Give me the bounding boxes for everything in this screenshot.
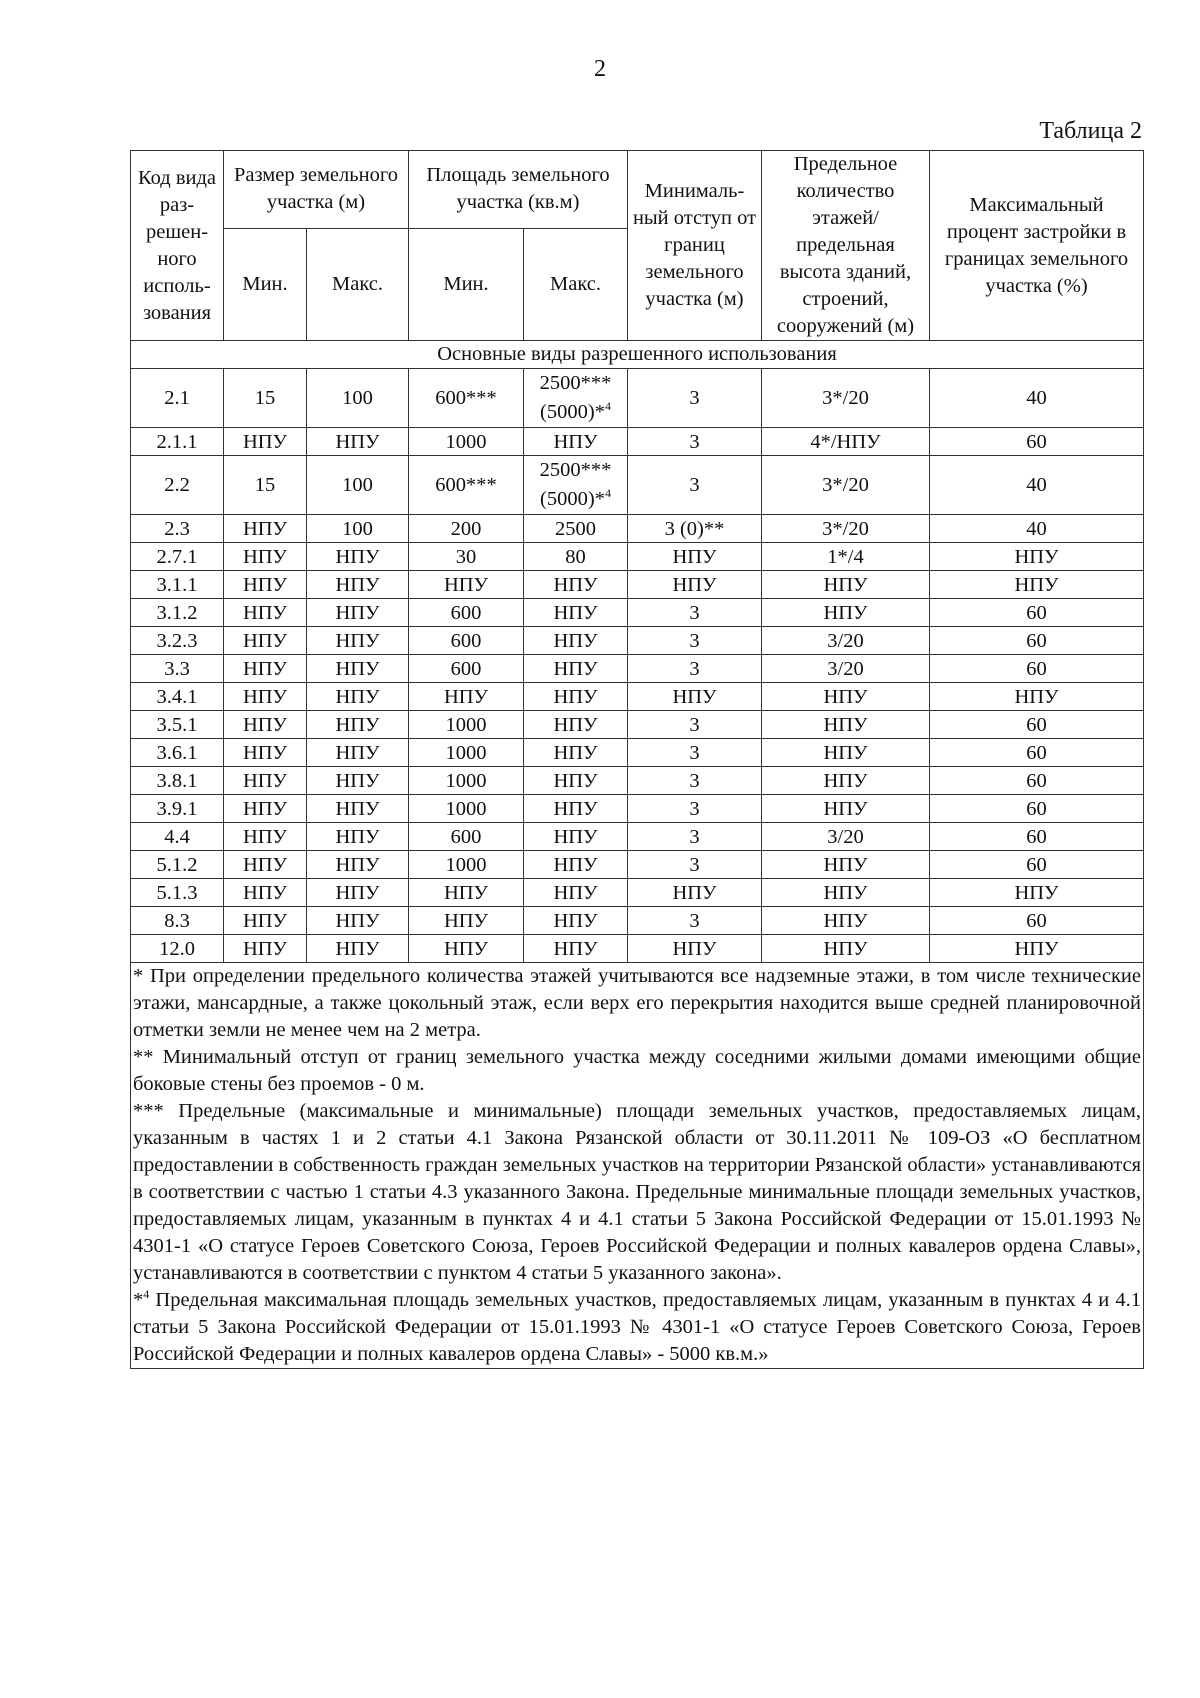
cell-area-min: НПУ bbox=[409, 935, 524, 963]
cell-size-min: НПУ bbox=[224, 627, 307, 655]
cell-indent: НПУ bbox=[628, 935, 762, 963]
header-size-max: Макс. bbox=[307, 228, 409, 340]
cell-code: 8.3 bbox=[131, 907, 224, 935]
cell-size-max: НПУ bbox=[307, 599, 409, 627]
cell-indent: 3 bbox=[628, 711, 762, 739]
cell-area-min: НПУ bbox=[409, 683, 524, 711]
footnote-3: *** Предельные (максимальные и минимальные) площади земельных участков, предоставляемых лицам, указанным в частях 1 и 2 статьи 4.1 Закона Рязанской области от 30.11.2011 № 109-ОЗ «О бесплатном предоставлении в собственность граждан земельных участков на территории Рязанской области» устанавливаются в соответствии с частью 1 статьи 4.3 указанного Закона. Предельные минимальные площади земельных участков, предоставляемых лицам, указанным в пунктах 4 и 4.1 статьи 5 Закона Российской Федерации от 15.01.1993 № 4301-1 «О статусе Героев Советского Союза, Героев Российской Федерации и полных кавалеров ордена Славы», устанавливаются в соответствии с пунктом 4 статьи 5 указанного закона». bbox=[133, 1100, 1141, 1284]
cell-indent: 3 bbox=[628, 369, 762, 428]
cell-size-max: НПУ bbox=[307, 935, 409, 963]
cell-floors: 3*/20 bbox=[762, 369, 930, 428]
cell-size-max: 100 bbox=[307, 515, 409, 543]
cell-size-min: НПУ bbox=[224, 907, 307, 935]
cell-area-max: НПУ bbox=[524, 739, 628, 767]
cell-area-max: НПУ bbox=[524, 627, 628, 655]
cell-size-min: НПУ bbox=[224, 711, 307, 739]
cell-area-max: НПУ bbox=[524, 428, 628, 456]
table-row bbox=[131, 683, 1144, 711]
cell-size-min: НПУ bbox=[224, 571, 307, 599]
cell-code: 2.7.1 bbox=[131, 543, 224, 571]
cell-area-max: НПУ bbox=[524, 711, 628, 739]
cell-size-min: НПУ bbox=[224, 795, 307, 823]
table-row bbox=[131, 711, 1144, 739]
cell-size-min: НПУ bbox=[224, 879, 307, 907]
cell-floors: 3/20 bbox=[762, 627, 930, 655]
cell-area-min: 600 bbox=[409, 655, 524, 683]
cell-indent: НПУ bbox=[628, 683, 762, 711]
cell-percent: 60 bbox=[930, 428, 1144, 456]
table-row bbox=[131, 851, 1144, 879]
footnote-4-sup: 4 bbox=[143, 1287, 150, 1301]
cell-area-max-line2 bbox=[526, 398, 625, 427]
cell-floors: НПУ bbox=[762, 571, 930, 599]
header-area-max: Макс. bbox=[524, 228, 628, 340]
cell-indent: 3 bbox=[628, 739, 762, 767]
cell-percent: 40 bbox=[930, 515, 1144, 543]
cell-area-max-value: (5000)* bbox=[540, 488, 605, 510]
header-code: Код вида раз-решен-ного исполь-зования bbox=[131, 151, 224, 341]
cell-area-max: НПУ bbox=[524, 683, 628, 711]
page-number: 2 bbox=[594, 56, 606, 82]
footnote-4 bbox=[133, 1287, 1141, 1368]
cell-floors: НПУ bbox=[762, 739, 930, 767]
cell-size-max: НПУ bbox=[307, 879, 409, 907]
table-row bbox=[131, 543, 1144, 571]
footnote-4-prefix: * bbox=[133, 1289, 144, 1311]
cell-indent: 3 bbox=[628, 823, 762, 851]
table-caption: Таблица 2 bbox=[1039, 118, 1142, 144]
cell-code: 3.3 bbox=[131, 655, 224, 683]
cell-code: 3.6.1 bbox=[131, 739, 224, 767]
cell-area-max bbox=[524, 456, 628, 515]
cell-percent: 60 bbox=[930, 823, 1144, 851]
cell-floors: НПУ bbox=[762, 711, 930, 739]
header-indent: Минималь-ный отступ от границ земельного участка (м) bbox=[628, 151, 762, 341]
land-use-table bbox=[130, 150, 1144, 1369]
cell-percent: 60 bbox=[930, 627, 1144, 655]
cell-code: 3.9.1 bbox=[131, 795, 224, 823]
section-title: Основные виды разрешенного использования bbox=[131, 341, 1144, 369]
cell-percent: НПУ bbox=[930, 543, 1144, 571]
cell-area-min: 1000 bbox=[409, 767, 524, 795]
cell-percent: 60 bbox=[930, 739, 1144, 767]
cell-percent: НПУ bbox=[930, 683, 1144, 711]
table-row bbox=[131, 823, 1144, 851]
cell-area-max: 80 bbox=[524, 543, 628, 571]
cell-area-max bbox=[524, 369, 628, 428]
cell-percent: НПУ bbox=[930, 879, 1144, 907]
footnote-4-text: Предельная максимальная площадь земельных участков, предоставляемых лицам, указанным в пунктах 4 и 4.1 статьи 5 Закона Российской Федерации от 15.01.1993 № 4301-1 «О статусе Героев Советского Союза, Героев Российской Федерации и полных кавалеров ордена Славы» - 5000 кв.м.» bbox=[133, 1289, 1141, 1365]
header-floors: Предельное количество этажей/ предельная высота зданий, строений, сооружений (м) bbox=[762, 151, 930, 341]
cell-area-min: 200 bbox=[409, 515, 524, 543]
cell-area-max: НПУ bbox=[524, 907, 628, 935]
cell-size-max: 100 bbox=[307, 456, 409, 515]
cell-code: 2.1 bbox=[131, 369, 224, 428]
cell-size-max: НПУ bbox=[307, 907, 409, 935]
cell-floors: НПУ bbox=[762, 907, 930, 935]
cell-size-min: 15 bbox=[224, 456, 307, 515]
cell-indent: НПУ bbox=[628, 879, 762, 907]
cell-area-min: 30 bbox=[409, 543, 524, 571]
cell-size-min: НПУ bbox=[224, 599, 307, 627]
cell-percent: 60 bbox=[930, 655, 1144, 683]
table-row bbox=[131, 369, 1144, 428]
cell-floors: 3*/20 bbox=[762, 515, 930, 543]
cell-size-min: НПУ bbox=[224, 515, 307, 543]
cell-percent: НПУ bbox=[930, 571, 1144, 599]
cell-size-max: НПУ bbox=[307, 767, 409, 795]
cell-indent: 3 bbox=[628, 907, 762, 935]
cell-code: 3.5.1 bbox=[131, 711, 224, 739]
cell-percent: 60 bbox=[930, 767, 1144, 795]
cell-area-max: НПУ bbox=[524, 823, 628, 851]
cell-floors: НПУ bbox=[762, 795, 930, 823]
cell-area-max: НПУ bbox=[524, 599, 628, 627]
cell-area-min: 1000 bbox=[409, 428, 524, 456]
table-row bbox=[131, 739, 1144, 767]
cell-percent: 60 bbox=[930, 599, 1144, 627]
cell-area-max-line1: 2500*** bbox=[539, 372, 612, 394]
cell-area-max: НПУ bbox=[524, 851, 628, 879]
cell-floors: 3/20 bbox=[762, 655, 930, 683]
cell-size-max: НПУ bbox=[307, 795, 409, 823]
cell-area-max: 2500 bbox=[524, 515, 628, 543]
cell-floors: НПУ bbox=[762, 851, 930, 879]
header-area: Площадь земельного участка (кв.м) bbox=[409, 151, 628, 229]
table-row bbox=[131, 767, 1144, 795]
footnote-ref: 4 bbox=[604, 399, 611, 413]
cell-code: 12.0 bbox=[131, 935, 224, 963]
table-row bbox=[131, 907, 1144, 935]
cell-area-min: 600 bbox=[409, 599, 524, 627]
table-row bbox=[131, 655, 1144, 683]
cell-percent: НПУ bbox=[930, 935, 1144, 963]
cell-floors: НПУ bbox=[762, 767, 930, 795]
footnotes bbox=[131, 963, 1144, 1369]
cell-floors: 4*/НПУ bbox=[762, 428, 930, 456]
footnote-ref: 4 bbox=[604, 486, 611, 500]
cell-code: 4.4 bbox=[131, 823, 224, 851]
cell-area-min: 1000 bbox=[409, 739, 524, 767]
table-row bbox=[131, 599, 1144, 627]
cell-code: 3.2.3 bbox=[131, 627, 224, 655]
cell-size-min: НПУ bbox=[224, 823, 307, 851]
cell-size-min: НПУ bbox=[224, 767, 307, 795]
cell-size-max: НПУ bbox=[307, 627, 409, 655]
table-row bbox=[131, 515, 1144, 543]
cell-size-max: НПУ bbox=[307, 571, 409, 599]
cell-size-min: НПУ bbox=[224, 739, 307, 767]
header-area-min: Мин. bbox=[409, 228, 524, 340]
cell-code: 3.1.2 bbox=[131, 599, 224, 627]
cell-size-max: НПУ bbox=[307, 428, 409, 456]
cell-indent: НПУ bbox=[628, 543, 762, 571]
cell-indent: 3 (0)** bbox=[628, 515, 762, 543]
cell-area-max: НПУ bbox=[524, 655, 628, 683]
cell-floors: 3/20 bbox=[762, 823, 930, 851]
cell-code: 2.3 bbox=[131, 515, 224, 543]
cell-area-min: 1000 bbox=[409, 851, 524, 879]
cell-indent: 3 bbox=[628, 655, 762, 683]
cell-floors: НПУ bbox=[762, 879, 930, 907]
cell-code: 3.4.1 bbox=[131, 683, 224, 711]
cell-indent: 3 bbox=[628, 599, 762, 627]
cell-size-max: НПУ bbox=[307, 683, 409, 711]
cell-floors: НПУ bbox=[762, 683, 930, 711]
table-row bbox=[131, 456, 1144, 515]
cell-indent: 3 bbox=[628, 428, 762, 456]
cell-indent: 3 bbox=[628, 456, 762, 515]
cell-size-max: НПУ bbox=[307, 711, 409, 739]
cell-indent: 3 bbox=[628, 795, 762, 823]
cell-floors: 1*/4 bbox=[762, 543, 930, 571]
table-row bbox=[131, 795, 1144, 823]
cell-area-min: 600*** bbox=[409, 456, 524, 515]
cell-area-min: 600 bbox=[409, 627, 524, 655]
cell-area-min: НПУ bbox=[409, 879, 524, 907]
cell-floors: НПУ bbox=[762, 599, 930, 627]
cell-indent: 3 bbox=[628, 627, 762, 655]
cell-size-max: НПУ bbox=[307, 823, 409, 851]
cell-percent: 60 bbox=[930, 907, 1144, 935]
cell-floors: 3*/20 bbox=[762, 456, 930, 515]
cell-size-min: НПУ bbox=[224, 851, 307, 879]
cell-size-min: НПУ bbox=[224, 655, 307, 683]
cell-size-max: НПУ bbox=[307, 851, 409, 879]
cell-area-min: НПУ bbox=[409, 907, 524, 935]
cell-percent: 40 bbox=[930, 456, 1144, 515]
cell-code: 3.1.1 bbox=[131, 571, 224, 599]
cell-area-max: НПУ bbox=[524, 879, 628, 907]
header-size: Размер земельного участка (м) bbox=[224, 151, 409, 229]
cell-code: 3.8.1 bbox=[131, 767, 224, 795]
cell-size-max: 100 bbox=[307, 369, 409, 428]
cell-area-min: 1000 bbox=[409, 711, 524, 739]
cell-indent: 3 bbox=[628, 767, 762, 795]
footnote-2: ** Минимальный отступ от границ земельного участка между соседними жилыми домами имеющими общие боковые стены без проемов - 0 м. bbox=[133, 1046, 1141, 1095]
cell-size-min: НПУ bbox=[224, 428, 307, 456]
cell-area-max: НПУ bbox=[524, 795, 628, 823]
cell-code: 5.1.2 bbox=[131, 851, 224, 879]
cell-size-max: НПУ bbox=[307, 543, 409, 571]
table-row bbox=[131, 627, 1144, 655]
cell-size-min: НПУ bbox=[224, 543, 307, 571]
cell-area-min: 600*** bbox=[409, 369, 524, 428]
table-row bbox=[131, 935, 1144, 963]
cell-size-min: 15 bbox=[224, 369, 307, 428]
cell-area-max-line1: 2500*** bbox=[539, 459, 612, 481]
cell-area-max: НПУ bbox=[524, 767, 628, 795]
cell-percent: 40 bbox=[930, 369, 1144, 428]
cell-size-min: НПУ bbox=[224, 935, 307, 963]
table-row bbox=[131, 571, 1144, 599]
cell-area-min: 600 bbox=[409, 823, 524, 851]
header-percent: Максимальный процент застройки в границах земельного участка (%) bbox=[930, 151, 1144, 341]
cell-size-max: НПУ bbox=[307, 655, 409, 683]
cell-code: 2.1.1 bbox=[131, 428, 224, 456]
cell-size-min: НПУ bbox=[224, 683, 307, 711]
cell-area-min: НПУ bbox=[409, 571, 524, 599]
cell-code: 2.2 bbox=[131, 456, 224, 515]
cell-area-max-line2 bbox=[526, 485, 625, 514]
cell-percent: 60 bbox=[930, 711, 1144, 739]
cell-area-max-value: (5000)* bbox=[540, 401, 605, 423]
cell-area-max: НПУ bbox=[524, 571, 628, 599]
cell-size-max: НПУ bbox=[307, 739, 409, 767]
table-row bbox=[131, 428, 1144, 456]
table-row bbox=[131, 879, 1144, 907]
cell-percent: 60 bbox=[930, 851, 1144, 879]
cell-percent: 60 bbox=[930, 795, 1144, 823]
cell-area-max: НПУ bbox=[524, 935, 628, 963]
cell-indent: 3 bbox=[628, 851, 762, 879]
footnote-1: * При определении предельного количества этажей учитываются все надземные этажи, в том числе технические этажи, мансардные, а также цокольный этаж, если верх его перекрытия находится выше средней планировочной отметки земли не менее чем на 2 метра. bbox=[133, 965, 1141, 1041]
cell-indent: НПУ bbox=[628, 571, 762, 599]
cell-floors: НПУ bbox=[762, 935, 930, 963]
cell-code: 5.1.3 bbox=[131, 879, 224, 907]
header-size-min: Мин. bbox=[224, 228, 307, 340]
cell-area-min: 1000 bbox=[409, 795, 524, 823]
